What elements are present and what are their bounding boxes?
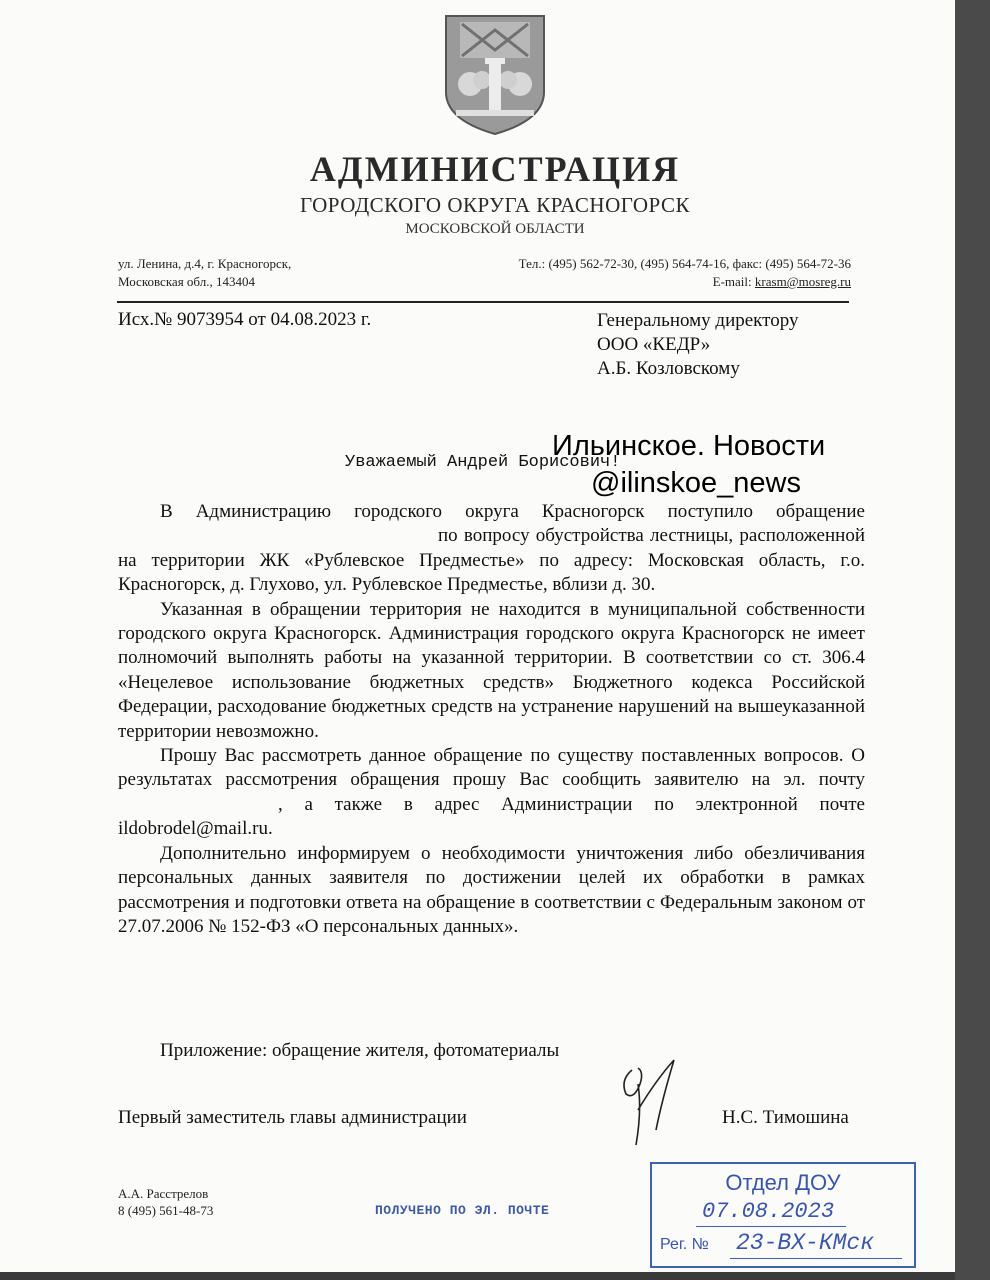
executor-phone: 8 (495) 561-48-73 (118, 1203, 214, 1218)
handwritten-signature (612, 1050, 692, 1160)
address-line: ул. Ленина, д.4, г. Красногорск, (118, 256, 292, 271)
body-paragraph: Дополнительно информируем о необходимости уничтожения либо обезличивания персональных данных заявителя по достижении целей их обработки в рамках рассмотрения и подготовки ответа на обращение в соответствии с Федеральным законом от 27.07.2006 № 152-ФЗ «О персональных данных». (118, 842, 865, 937)
recipient-company: ООО «КЕДР» (597, 334, 711, 355)
stamp-date: 07.08.2023 (702, 1199, 835, 1224)
executor-block (118, 1185, 213, 1219)
stamp-reg-label: Рег. № (660, 1236, 709, 1253)
executor-name: А.А. Расстрелов (118, 1186, 209, 1201)
watermark-channel-name: Ильинское. Новости (552, 430, 826, 462)
stamp-department: Отдел ДОУ (725, 1170, 841, 1195)
stamp-reg-underline (730, 1258, 902, 1259)
recipient-position: Генеральному директору (597, 310, 799, 331)
recipient-name: А.Б. Козловскому (597, 358, 740, 379)
postal-address (118, 255, 291, 291)
body-paragraph: Указанная в обращении территория не находится в муниципальной собственности городского округа Красногорск. Администрация городского округа Красногорск не имеет полномочий выполнять работы на указанной территории. В соответствии со ст. 306.4 «Нецелевое использование бюджетных средств» Бюджетного кодекса Российской Федерации, расходование бюджетных средств на устранение нарушений на вышеуказанной территории невозможно. (118, 598, 865, 742)
organization-subtitle: ГОРОДСКОГО ОКРУГА КРАСНОГОРСК (299, 193, 690, 217)
coat-of-arms-icon (440, 12, 550, 137)
signer-title: Первый заместитель главы администрации (118, 1107, 467, 1128)
email-link[interactable]: krasm@mosreg.ru (754, 274, 851, 289)
phone-line: Тел.: (495) 562-72-30, (495) 564-74-16, факс: (495) 564-72-36 (518, 256, 851, 271)
redacted-text (118, 532, 438, 542)
recipient-block (597, 309, 798, 381)
email-line (519, 273, 851, 291)
organization-title: АДМИНИСТРАЦИЯ (309, 149, 681, 189)
stamp-date-underline (696, 1226, 846, 1227)
organization-region: МОСКОВСКОЙ ОБЛАСТИ (405, 221, 585, 237)
body-paragraph: В Администрацию городского округа Красногорск поступило обращение по вопросу обустройства лестницы, расположенной на территории ЖК «Рублевское Предместье» по адресу: Московская область, г.о. Красногорск, д. Глухово, ул. Рублевское Предместье, вблизи д. 30. (118, 501, 865, 596)
salutation: Уважаемый Андрей Борисович! (345, 453, 621, 472)
redacted-email (118, 801, 278, 811)
signer-name: Н.С. Тимошина (722, 1107, 849, 1128)
received-by-email-mark: ПОЛУЧЕНО ПО ЭЛ. ПОЧТЕ (375, 1203, 550, 1218)
registration-stamp (650, 1162, 916, 1268)
stamp-reg-number: 23-ВХ-КМск (736, 1230, 875, 1256)
header-divider (117, 301, 849, 303)
background-frame (955, 0, 990, 1280)
body-paragraph: Прошу Вас рассмотреть данное обращение по существу поставленных вопросов. О результатах рассмотрения обращения прошу Вас сообщить заявителю на эл. почту , а также в адрес Администрации по электронной почте ildobrodel@mail.ru. (118, 745, 865, 840)
address-line: Московская обл., 143404 (118, 274, 255, 289)
email-label: E-mail: (712, 274, 755, 289)
watermark-channel-handle: @ilinskoe_news (591, 467, 801, 499)
contact-details (519, 255, 851, 291)
outgoing-reference: Исх.№ 9073954 от 04.08.2023 г. (118, 309, 372, 330)
letter-body (118, 500, 865, 939)
attachment-note: Приложение: обращение жителя, фотоматериалы (160, 1040, 560, 1061)
